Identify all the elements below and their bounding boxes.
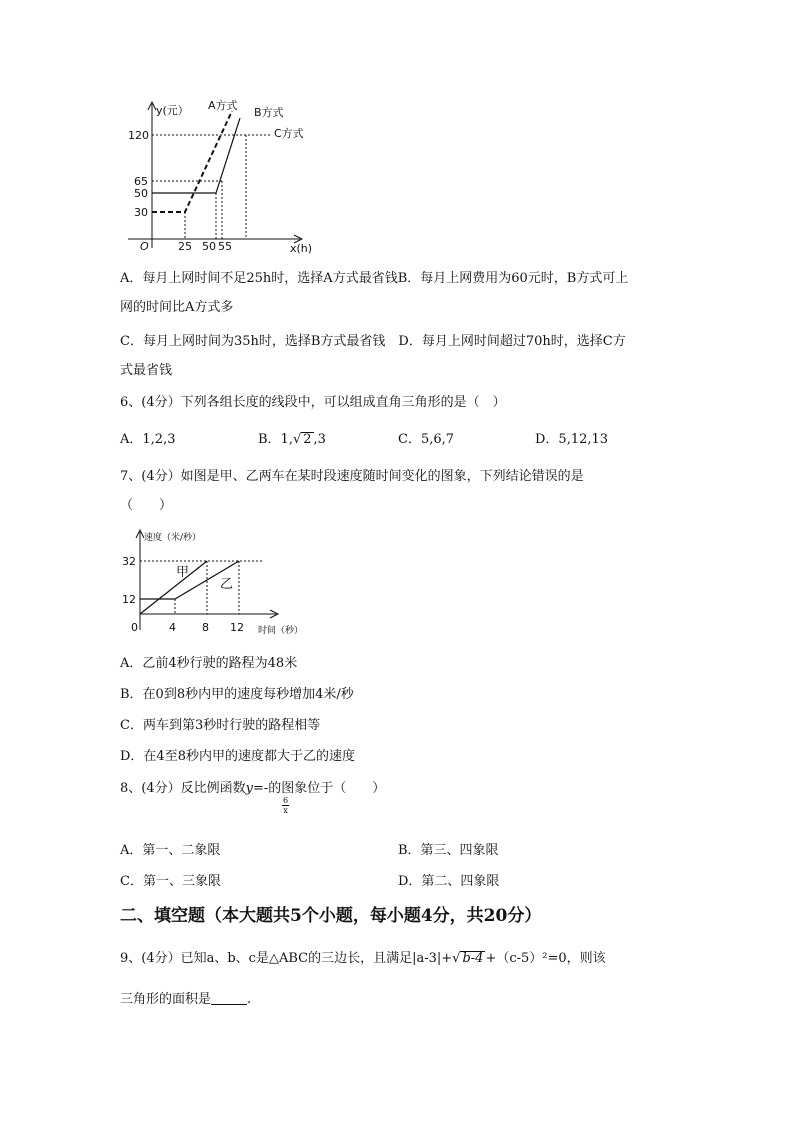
- section-2-heading: 二、填空题（本大题共5个小题，每小题4分，共20分）: [120, 906, 542, 926]
- x-tick-0: 0: [131, 621, 138, 634]
- label-jia: 甲: [176, 565, 190, 580]
- origin-label: O: [140, 240, 149, 253]
- y-tick-50: 50: [134, 187, 148, 200]
- q8-stem-prefix: 8、(4分）反比例函数: [120, 781, 246, 796]
- q8-option-a: A．第一、二象限: [120, 843, 221, 858]
- q8-option-c: C．第一、三象限: [120, 874, 221, 889]
- x-tick-50: 50: [202, 240, 216, 253]
- q9-stem: [120, 950, 606, 968]
- q7-stem-line2: （ ）: [120, 498, 173, 513]
- label-yi: 乙: [220, 577, 234, 592]
- q8-frac-num: 6: [283, 796, 289, 805]
- q7-option-a: A．乙前4秒行驶的路程为48米: [120, 656, 298, 671]
- q9-stem-part2: +（c-5）²=0，则该: [485, 951, 606, 966]
- x-axis-label: 时间（秒）: [258, 626, 304, 636]
- series-c-label: C方式: [274, 127, 304, 140]
- x-tick-4: 4: [169, 621, 176, 634]
- q8-fraction: [282, 796, 289, 815]
- q8-frac-den: x: [283, 806, 288, 815]
- x-tick-8: 8: [202, 621, 209, 634]
- series-a-label: A方式: [208, 99, 238, 112]
- x-tick-25: 25: [178, 240, 192, 253]
- y-axis-label: 速度（米/秒）: [144, 533, 202, 543]
- q6-stem: 6、(4分）下列各组长度的线段中，可以组成直角三角形的是（ ）: [120, 395, 506, 410]
- q6-option-a: A．1,2,3: [120, 432, 176, 447]
- q8-stem: [120, 780, 385, 798]
- q8-option-d: D．第二、四象限: [398, 874, 500, 889]
- q7-option-b: B．在0到8秒内甲的速度每秒增加4米/秒: [120, 687, 354, 702]
- q9-stem-part1: 9、(4分）已知a、b、c是△ABC的三边长，且满足|a-3|+: [120, 951, 453, 966]
- q5-option-ab-line2: 网的时间比A方式多: [120, 300, 234, 315]
- q9-line2-text: 三角形的面积是: [120, 992, 212, 1007]
- q9-line2-end: .: [247, 992, 252, 1007]
- q9-line2: [120, 990, 251, 1009]
- series-a-line: [152, 111, 232, 212]
- q7-chart: [118, 526, 328, 641]
- q9-answer-blank: [211, 990, 247, 1005]
- q5-option-cd-line1: C．每月上网时间为35h时，选择B方式最省钱 D．每月上网时间超过70h时，选择C方: [120, 334, 626, 349]
- x-axis-label: x(h): [290, 242, 313, 255]
- q8-option-b: B．第三、四象限: [398, 843, 499, 858]
- sqrt-sign: √: [452, 951, 461, 966]
- q7-option-d: D．在4至8秒内甲的速度都大于乙的速度: [120, 749, 355, 764]
- sqrt-sign: √: [292, 432, 302, 447]
- q5-option-ab-line1: A．每月上网时间不足25h时，选择A方式最省钱B．每月上网费用为60元时，B方式可上: [120, 271, 629, 286]
- q6-option-b-radicand: 2: [303, 432, 312, 447]
- q6-option-b: [258, 431, 326, 449]
- x-tick-12: 12: [230, 621, 244, 634]
- q6-option-b-prefix: B．1,: [258, 432, 293, 447]
- series-b-line: [152, 118, 240, 193]
- y-tick-120: 120: [128, 129, 149, 142]
- y-tick-65: 65: [134, 175, 148, 188]
- y-tick-32: 32: [122, 555, 136, 568]
- q7-option-c: C．两车到第3秒时行驶的路程相等: [120, 718, 321, 733]
- q8-func: y=-: [245, 781, 269, 796]
- q7-stem-line1: 7、(4分）如图是甲、乙两车在某时段速度随时间变化的图象，下列结论错误的是: [120, 469, 584, 484]
- q6-option-c: C．5,6,7: [398, 432, 455, 447]
- q6-option-d: D．5,12,13: [535, 432, 609, 447]
- q8-stem-suffix: 的图象位于（ ）: [268, 781, 386, 796]
- y-tick-30: 30: [134, 206, 148, 219]
- q5-option-cd-line2: 式最省钱: [120, 363, 173, 378]
- q9-radicand: b-4: [462, 951, 484, 966]
- q5-chart: [110, 98, 340, 258]
- y-axis-label: y(元）: [156, 104, 189, 117]
- series-jia-line: [140, 561, 207, 614]
- x-tick-55: 55: [218, 240, 232, 253]
- q6-option-b-suffix: ,3: [313, 432, 326, 447]
- y-tick-12: 12: [122, 593, 136, 606]
- series-b-label: B方式: [254, 106, 284, 119]
